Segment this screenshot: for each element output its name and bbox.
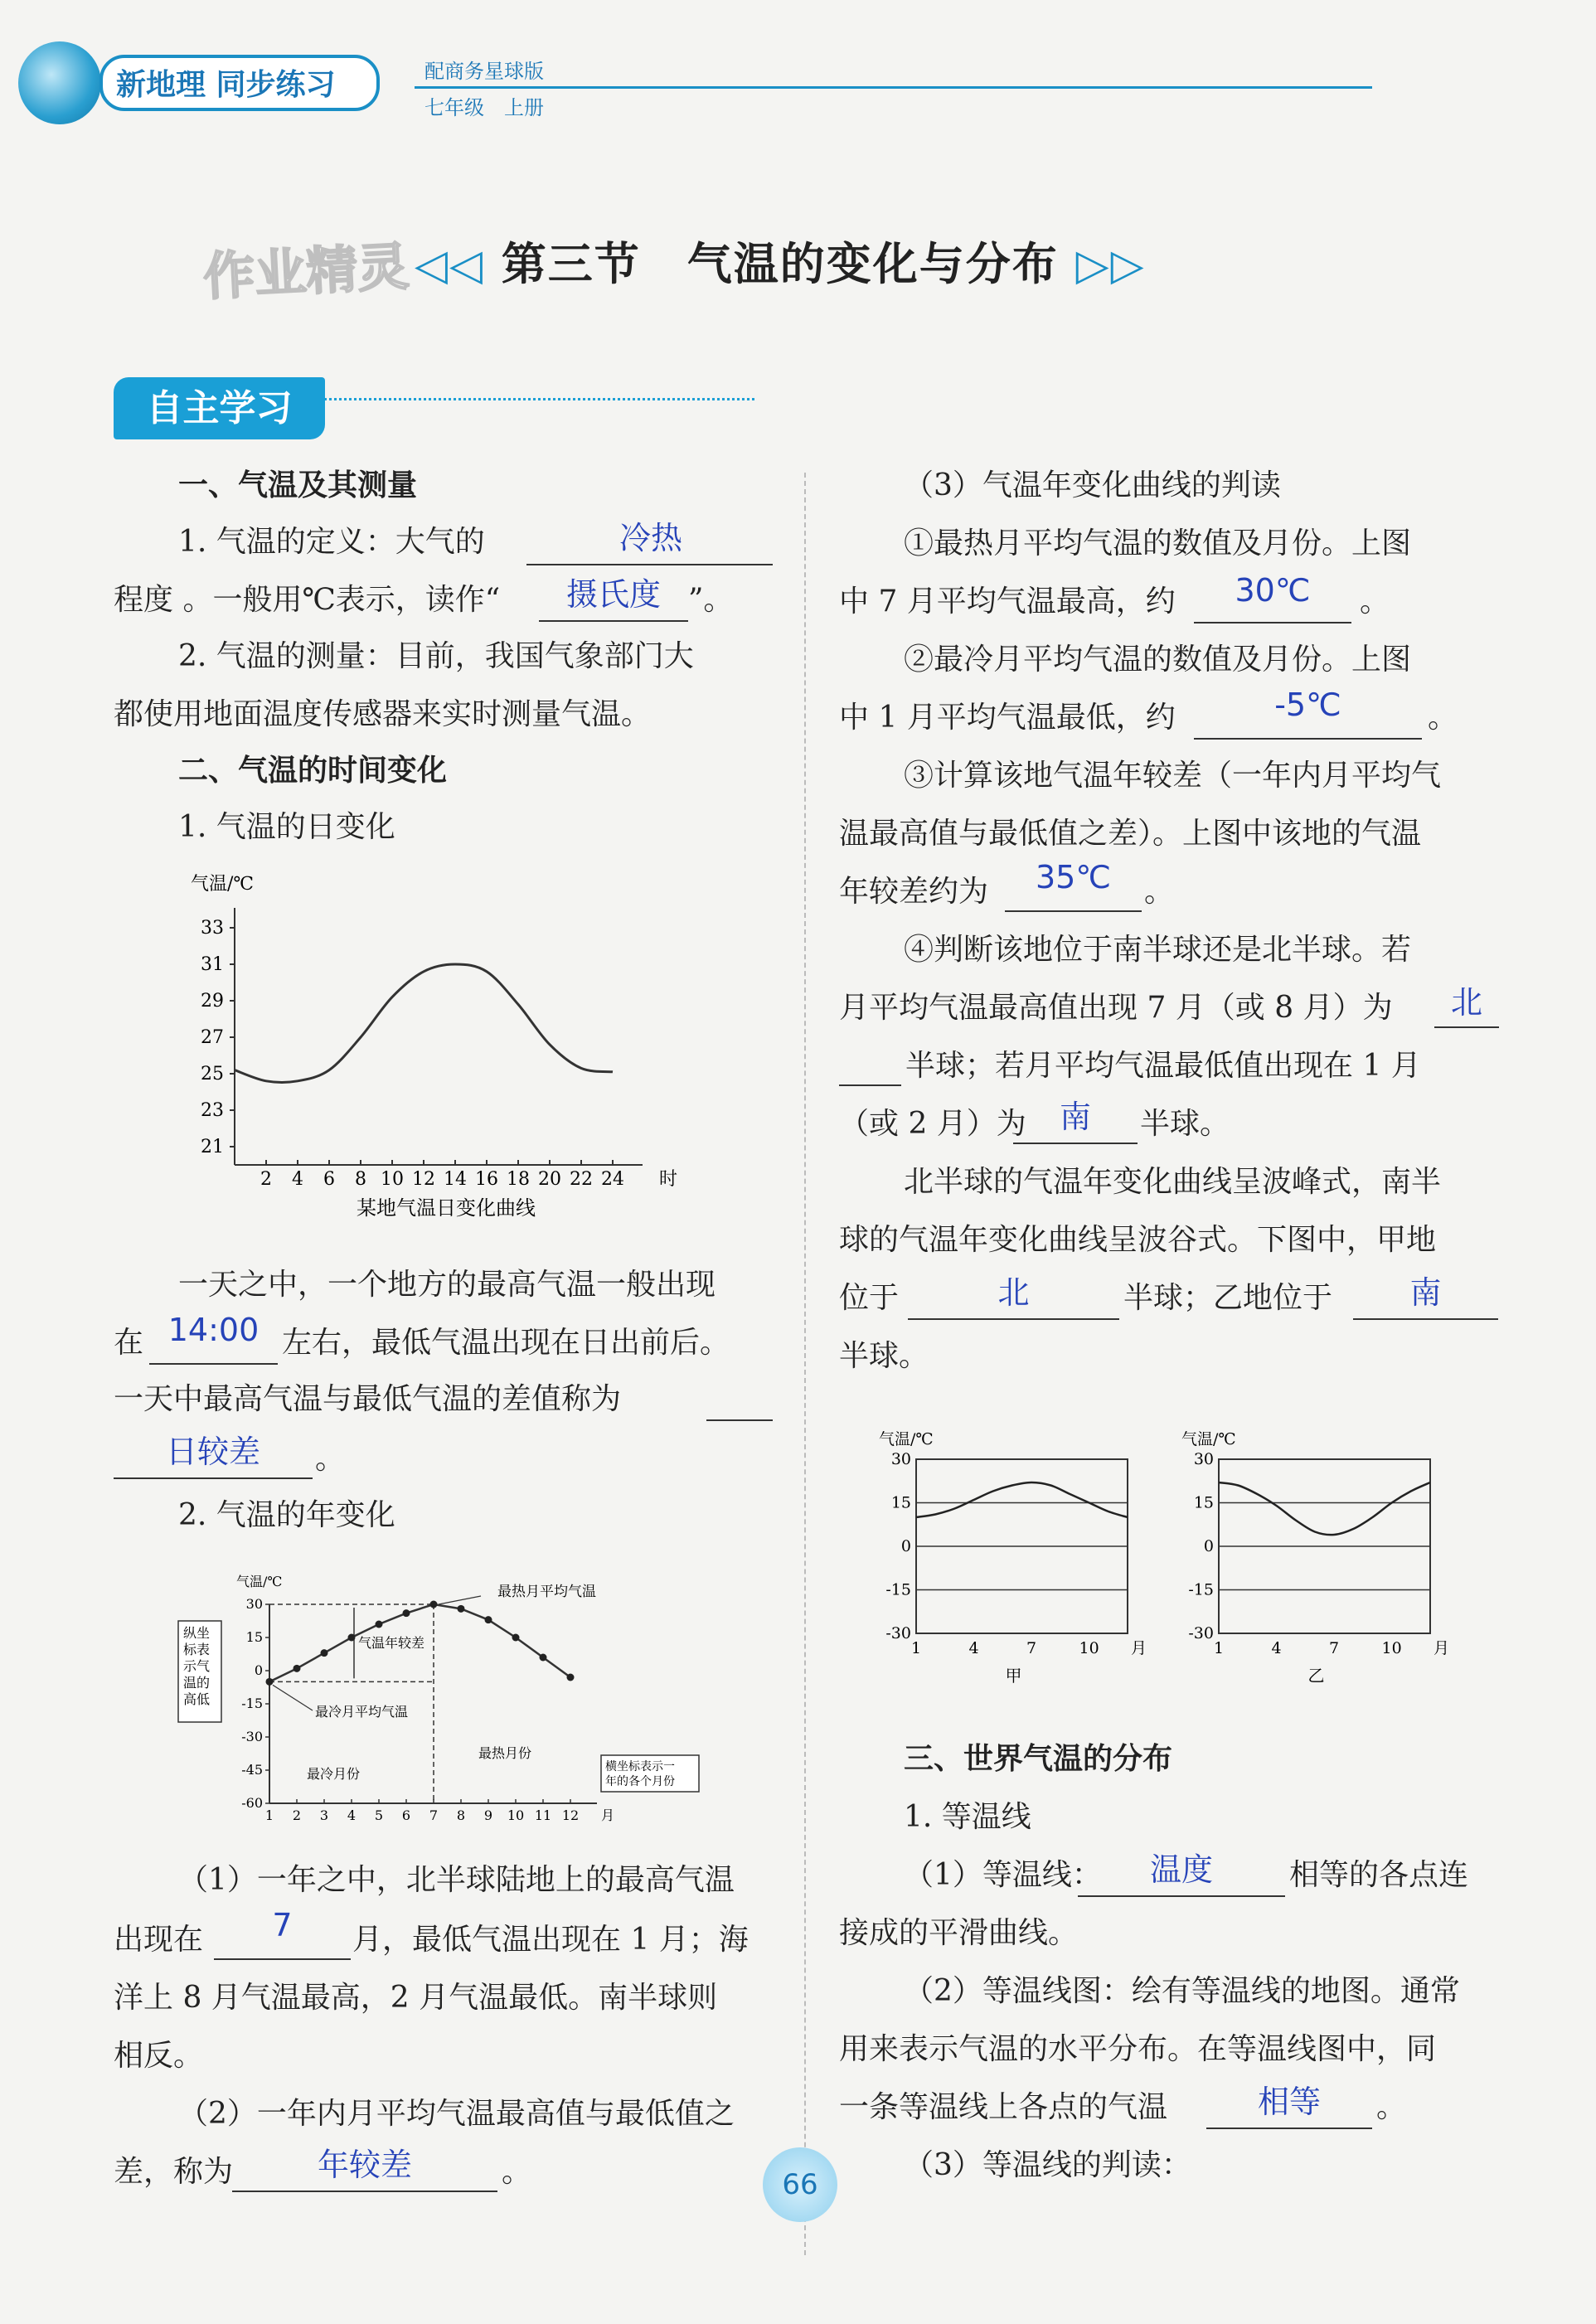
x-tick-label: 6 xyxy=(323,1169,335,1190)
y-tick-label: 27 xyxy=(201,1027,224,1048)
y-tick-label: 0 xyxy=(900,1537,911,1555)
text-line: 。 xyxy=(1360,585,1390,619)
answer-blank: 年较差 xyxy=(317,2147,412,2183)
annotation: 最冷月平均气温 xyxy=(315,1704,409,1720)
header-title: 新地理 同步练习 xyxy=(116,68,336,102)
subheading: 1. 等温线 xyxy=(904,1800,1031,1834)
x-tick-label: 7 xyxy=(429,1807,439,1823)
self-study-badge: 自主学习 xyxy=(114,377,325,439)
blank-line xyxy=(1078,1895,1285,1897)
blank-line xyxy=(706,1419,773,1421)
answer-blank: 南 xyxy=(1409,1274,1442,1311)
header-grade: 七年级 上册 xyxy=(424,96,544,119)
x-tick-label: 22 xyxy=(570,1169,593,1190)
x-tick-label: 16 xyxy=(475,1169,498,1190)
x-tick-label: 4 xyxy=(292,1169,303,1190)
text-line: 程度 。一般用℃表示，读作“ xyxy=(114,583,501,617)
x-tick-label: 1 xyxy=(1213,1639,1225,1657)
x-tick-label: 8 xyxy=(456,1807,466,1823)
text-line: ②最冷月平均气温的数值及月份。上图 xyxy=(904,643,1412,677)
data-point xyxy=(567,1674,575,1681)
data-point xyxy=(403,1609,410,1617)
text-line: 月平均气温最高值出现 7 月（或 8 月）为 xyxy=(839,991,1393,1025)
blank-line xyxy=(232,2191,497,2192)
y-tick-label: 23 xyxy=(201,1100,224,1121)
text-line: 。 xyxy=(1144,875,1175,909)
temperature-line xyxy=(916,1482,1128,1517)
answer-blank: 7 xyxy=(272,1907,293,1943)
x-tick-label: 1 xyxy=(910,1639,922,1657)
page-number: 66 xyxy=(763,2147,837,2222)
jia-yi-charts xyxy=(871,1426,1501,1691)
x-tick-label: 8 xyxy=(355,1169,366,1190)
text-line: 差，称为 xyxy=(114,2155,234,2189)
blank-line xyxy=(908,1318,1119,1320)
text-line: （3）等温线的判读： xyxy=(904,2148,1191,2182)
blank-line xyxy=(114,1477,313,1479)
x-tick-label: 9 xyxy=(483,1807,493,1823)
x-tick-label: 5 xyxy=(374,1807,384,1823)
annotation: 纵坐 xyxy=(183,1625,211,1641)
x-tick-label: 6 xyxy=(401,1807,411,1823)
leader-line xyxy=(439,1596,481,1604)
heading-1: 一、气温及其测量 xyxy=(178,468,418,502)
badge-divider xyxy=(315,398,754,400)
text-line: 半球。 xyxy=(839,1339,929,1373)
temperature-line xyxy=(1219,1482,1430,1535)
text-line: （2）一年内月平均气温最高值与最低值之 xyxy=(178,2097,735,2131)
heading-3: 三、世界气温的分布 xyxy=(904,1742,1173,1776)
annotation: 横坐标表示一 xyxy=(605,1760,675,1773)
text-line: 球的气温年变化曲线呈波谷式。下图中，甲地 xyxy=(839,1223,1437,1257)
text-line: （1）一年之中，北半球陆地上的最高气温 xyxy=(178,1863,735,1897)
text-line: 中 1 月平均气温最低，约 xyxy=(839,701,1176,735)
subheading: 1. 气温的日变化 xyxy=(178,810,395,844)
blank-line xyxy=(214,1958,351,1960)
text-line: ③计算该地气温年较差（一年内月平均气 xyxy=(904,759,1442,793)
annual-temperature-chart xyxy=(170,1571,800,1836)
x-tick-label: 4 xyxy=(347,1807,357,1823)
blank-line xyxy=(1194,738,1422,740)
data-point xyxy=(321,1649,328,1657)
y-tick-label: -30 xyxy=(885,1624,911,1642)
y-tick-label: -15 xyxy=(885,1580,911,1599)
x-axis-label: 月 xyxy=(601,1807,615,1823)
x-tick-label: 10 xyxy=(381,1169,404,1190)
x-tick-label: 4 xyxy=(1271,1639,1282,1657)
subheading: 2. 气温的年变化 xyxy=(178,1498,395,1532)
answer-blank: -5℃ xyxy=(1274,687,1341,723)
text-line: ④判断该地位于南半球还是北半球。若 xyxy=(904,933,1412,967)
y-tick-label: 15 xyxy=(890,1493,911,1512)
text-line: ”。 xyxy=(688,583,734,617)
answer-blank: 摄氏度 xyxy=(565,576,661,613)
text-line: 接成的平滑曲线。 xyxy=(839,1916,1079,1950)
y-tick-label: 31 xyxy=(201,954,224,975)
data-point xyxy=(458,1605,465,1613)
blank-line xyxy=(1434,1026,1499,1028)
y-tick-label: -15 xyxy=(1188,1580,1214,1599)
y-tick-label: 15 xyxy=(245,1629,263,1645)
daily-temperature-line xyxy=(235,964,613,1082)
answer-blank: 相等 xyxy=(1257,2084,1321,2120)
heading-2: 二、气温的时间变化 xyxy=(178,754,448,788)
text-line: 半球。 xyxy=(1140,1107,1230,1141)
blank-line xyxy=(526,564,773,565)
x-tick-label: 7 xyxy=(1329,1639,1340,1657)
column-divider xyxy=(804,473,806,2255)
y-tick-label: -45 xyxy=(241,1762,263,1778)
text-line: 半球；乙地位于 xyxy=(1123,1281,1333,1315)
x-tick-label: 20 xyxy=(538,1169,561,1190)
text-line: 半球；若月平均气温最低值出现在 1 月 xyxy=(905,1049,1421,1083)
x-axis-label: 时 xyxy=(659,1169,678,1190)
text-line: 1. 气温的定义：大气的 xyxy=(178,525,485,559)
answer-blank: 冷热 xyxy=(619,520,682,556)
answer-blank: 30℃ xyxy=(1235,572,1311,609)
data-point xyxy=(293,1665,301,1672)
x-axis-label: 月 xyxy=(1433,1639,1450,1657)
text-line: 出现在 xyxy=(114,1923,204,1957)
y-tick-label: 29 xyxy=(201,991,224,1012)
x-tick-label: 18 xyxy=(507,1169,530,1190)
leader-line xyxy=(273,1685,313,1710)
y-axis-label: 气温/℃ xyxy=(191,874,255,895)
text-line: 月，最低气温出现在 1 月；海 xyxy=(352,1923,749,1957)
text-line: （1）等温线： xyxy=(904,1858,1102,1892)
annotation: 气温年较差 xyxy=(358,1635,425,1651)
text-line: 左右，最低气温出现在日出前后。 xyxy=(282,1326,730,1360)
y-tick-label: -15 xyxy=(241,1696,263,1711)
x-tick-label: 10 xyxy=(507,1807,525,1823)
y-tick-label: 30 xyxy=(245,1596,263,1612)
y-axis-label: 气温/℃ xyxy=(236,1574,283,1589)
x-tick-label: 24 xyxy=(601,1169,624,1190)
x-tick-label: 1 xyxy=(264,1807,274,1823)
blank-line xyxy=(839,1084,901,1086)
y-tick-label: 21 xyxy=(201,1137,224,1157)
text-line: （3）气温年变化曲线的判读 xyxy=(904,468,1281,502)
text-line: 中 7 月平均气温最高，约 xyxy=(839,585,1176,619)
answer-blank: 14:00 xyxy=(167,1312,260,1348)
header-edition: 配商务星球版 xyxy=(424,60,544,83)
text-line: 温最高值与最低值之差）。上图中该地的气温 xyxy=(839,817,1422,851)
chart-label: 乙 xyxy=(1307,1666,1325,1686)
globe-logo-icon xyxy=(18,41,101,124)
x-tick-label: 4 xyxy=(968,1639,979,1657)
text-line: 一条等温线上各点的气温 xyxy=(839,2090,1168,2124)
text-line: 。 xyxy=(315,1442,346,1476)
y-tick-label: 33 xyxy=(201,918,224,939)
text-line: 。 xyxy=(502,2155,532,2189)
right-arrow-icon: ▷▷ xyxy=(1075,240,1146,290)
y-axis-label: 气温/℃ xyxy=(879,1430,934,1448)
annotation: 示气 xyxy=(183,1658,211,1674)
y-tick-label: 0 xyxy=(254,1662,263,1678)
data-point xyxy=(430,1601,438,1608)
blank-line xyxy=(1013,1143,1138,1144)
text-line: 。 xyxy=(1428,701,1458,735)
y-tick-label: -30 xyxy=(1188,1624,1214,1642)
x-axis-label: 月 xyxy=(1131,1639,1147,1657)
text-line: 年较差约为 xyxy=(839,875,989,909)
text-line: （2）等温线图：绘有等温线的地图。通常 xyxy=(904,1974,1460,2008)
data-point xyxy=(348,1634,356,1642)
text-line: 洋上 8 月气温最高，2 月气温最低。南半球则 xyxy=(114,1981,718,2015)
y-tick-label: 25 xyxy=(201,1064,224,1084)
y-tick-label: 30 xyxy=(1193,1450,1214,1468)
answer-blank: 北 xyxy=(997,1274,1030,1311)
answer-blank: 35℃ xyxy=(1035,859,1112,895)
text-line: 一天中最高气温与最低气温的差值称为 xyxy=(114,1382,622,1416)
annotation: 最热月平均气温 xyxy=(497,1584,596,1600)
blank-line xyxy=(1353,1318,1498,1320)
x-tick-label: 7 xyxy=(1026,1639,1037,1657)
text-line: 相反。 xyxy=(114,2039,204,2073)
data-point xyxy=(266,1678,274,1686)
x-tick-label: 12 xyxy=(561,1807,580,1823)
annotation: 温的 xyxy=(183,1675,211,1691)
x-tick-label: 3 xyxy=(319,1807,329,1823)
y-tick-label: -30 xyxy=(241,1729,263,1744)
x-tick-label: 10 xyxy=(1381,1639,1402,1657)
y-tick-label: -60 xyxy=(241,1795,263,1811)
x-tick-label: 14 xyxy=(444,1169,467,1190)
answer-blank: 温度 xyxy=(1149,1851,1213,1888)
y-axis-label: 气温/℃ xyxy=(1181,1430,1236,1448)
header-rule xyxy=(415,86,1372,89)
annotation: 年的各个月份 xyxy=(605,1775,675,1788)
text-line: 都使用地面温度传感器来实时测量气温。 xyxy=(114,697,652,731)
left-arrow-icon: ◁◁ xyxy=(415,240,484,290)
answer-blank: 北 xyxy=(1450,984,1482,1021)
data-point xyxy=(376,1621,383,1628)
blank-line xyxy=(1206,2128,1372,2129)
text-line: 。 xyxy=(1376,2090,1407,2124)
data-point xyxy=(512,1634,520,1642)
blank-line xyxy=(1005,910,1142,912)
text-line: 北半球的气温年变化曲线呈波峰式，南半 xyxy=(904,1165,1442,1199)
y-tick-label: 0 xyxy=(1203,1537,1214,1555)
text-line: 位于 xyxy=(839,1281,900,1315)
annotation: 最热月份 xyxy=(478,1745,532,1761)
text-line: 一天之中，一个地方的最高气温一般出现 xyxy=(178,1268,716,1302)
x-tick-label: 12 xyxy=(412,1169,435,1190)
section-title-text: 第三节 气温的变化与分布 xyxy=(501,238,1059,290)
answer-blank: 南 xyxy=(1059,1099,1091,1135)
data-point xyxy=(540,1654,547,1662)
chart-caption: 某地气温日变化曲线 xyxy=(357,1196,536,1220)
annotation: 标表 xyxy=(183,1642,211,1657)
x-tick-label: 11 xyxy=(534,1807,552,1823)
text-line: 相等的各点连 xyxy=(1289,1858,1469,1892)
annotation: 最冷月份 xyxy=(307,1766,361,1782)
chart-label: 甲 xyxy=(1005,1666,1022,1686)
y-tick-label: 15 xyxy=(1193,1493,1214,1512)
annotation: 高低 xyxy=(183,1691,211,1707)
x-tick-label: 2 xyxy=(260,1169,272,1190)
text-line: （或 2 月）为 xyxy=(839,1107,1026,1141)
text-line: 用来表示气温的水平分布。在等温线图中，同 xyxy=(839,2032,1437,2066)
section-title xyxy=(415,229,1146,293)
x-tick-label: 10 xyxy=(1079,1639,1099,1657)
blank-line xyxy=(1194,622,1351,623)
text-line: ①最热月平均气温的数值及月份。上图 xyxy=(904,526,1412,560)
blank-line xyxy=(539,620,688,622)
blank-line xyxy=(149,1363,278,1365)
text-line: 2. 气温的测量：目前，我国气象部门大 xyxy=(178,639,694,673)
answer-blank: 日较差 xyxy=(165,1434,260,1470)
data-point xyxy=(485,1616,492,1623)
watermark: 作业精灵 xyxy=(201,235,411,308)
daily-temperature-chart xyxy=(178,866,742,1231)
x-tick-label: 2 xyxy=(292,1807,302,1823)
text-line: 在 xyxy=(114,1326,144,1360)
y-tick-label: 30 xyxy=(890,1450,911,1468)
